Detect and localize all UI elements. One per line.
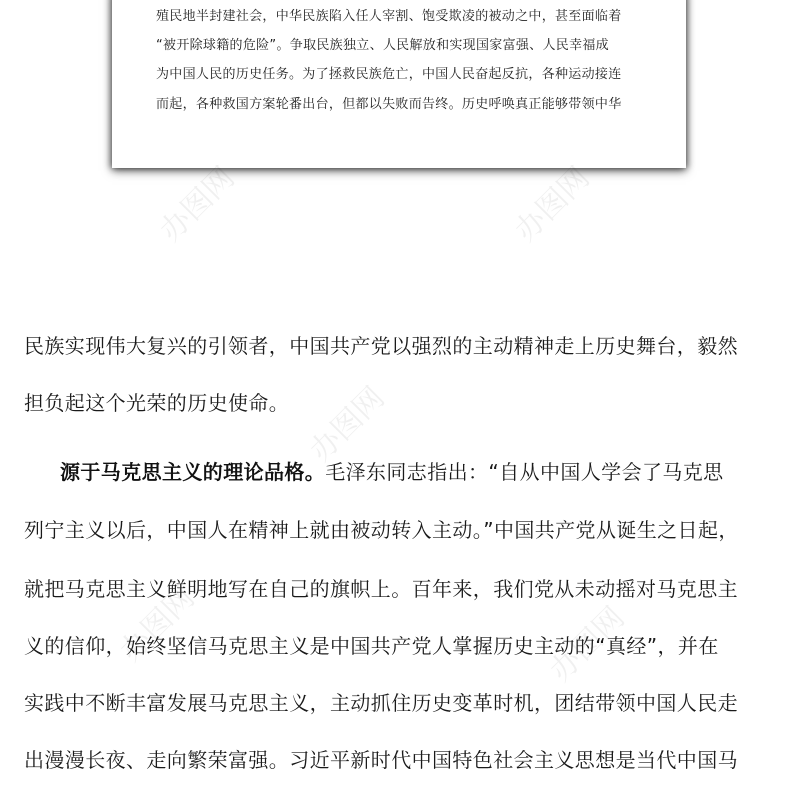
body-line-3	[60, 458, 800, 486]
body-line-4: 列宁主义以后，中国人在精神上就由被动转入主动。”中国共产党从诞生之日起，	[24, 518, 739, 542]
body-line-3-text: 毛泽东同志指出：“自从中国人学会了马克思	[325, 460, 724, 484]
body-line-1: 民族实现伟大复兴的引领者，中国共产党以强烈的主动精神走上历史舞台，毅然	[24, 334, 738, 358]
watermark-4: 办图网	[113, 580, 202, 669]
quote-line-3: 为中国人民的历史任务。为了拯救民族危亡，中国人民奋起反抗，各种运动接连	[156, 67, 622, 82]
quote-line-4: 而起，各种救国方案轮番出台，但都以失败而告终。历史呼唤真正能够带领中华	[156, 97, 622, 112]
quote-line-1: 殖民地半封建社会，中华民族陷入任人宰割、饱受欺凌的被动之中，甚至面临着	[156, 9, 622, 24]
watermark-1: 办图网	[153, 160, 242, 249]
watermark-3: 办图网	[303, 380, 392, 469]
quote-line-2: “被开除球籍的危险”。争取民族独立、人民解放和实现国家富强、人民幸福成	[156, 38, 609, 53]
quote-card	[112, 0, 686, 168]
watermark-5: 办图网	[543, 600, 632, 689]
section-heading: 源于马克思主义的理论品格。	[60, 460, 326, 484]
watermark-2: 办图网	[508, 160, 597, 249]
body-line-5: 就把马克思主义鲜明地写在自己的旗帜上。百年来，我们党从未动摇对马克思主	[24, 577, 738, 601]
body-line-8: 出漫漫长夜、走向繁荣富强。习近平新时代中国特色社会主义思想是当代中国马	[24, 748, 738, 772]
body-line-2: 担负起这个光荣的历史使命。	[24, 391, 290, 415]
body-line-7: 实践中不断丰富发展马克思主义，主动抓住历史变革时机，团结带领中国人民走	[24, 691, 738, 715]
body-line-6: 义的信仰，始终坚信马克思主义是中国共产党人掌握历史主动的“真经”，并在	[24, 634, 719, 658]
